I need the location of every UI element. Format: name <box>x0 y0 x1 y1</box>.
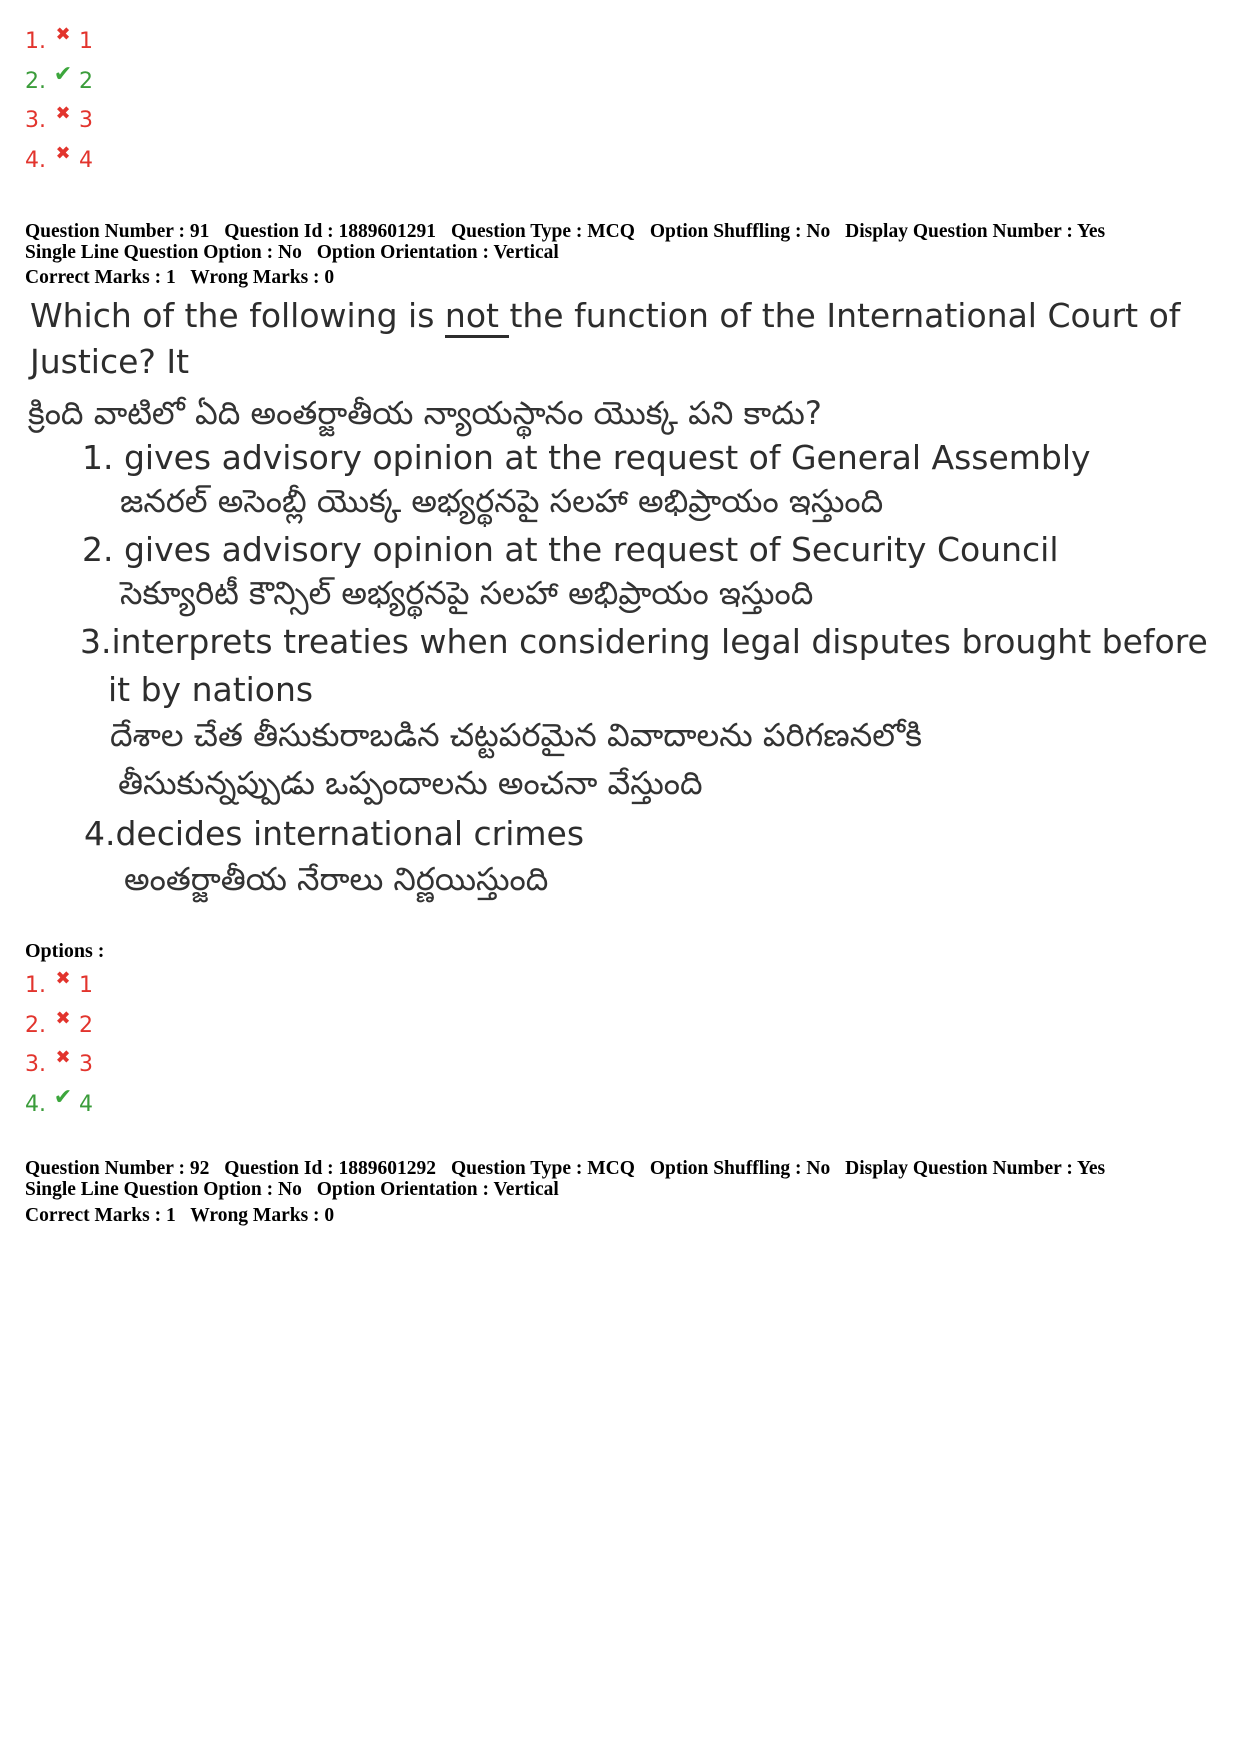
option-2 <box>25 1006 93 1046</box>
question-id: Question Id : 1889601291 <box>224 221 437 242</box>
option-number: 1. <box>25 973 46 999</box>
choice-2-en: 2. gives advisory opinion at the request of Security Council <box>82 530 1059 569</box>
question-text-en <box>30 296 1180 335</box>
check-icon: ✔ <box>53 61 73 87</box>
choice-3-te: దేశాల చేత తీసుకురాబడిన చట్టపరమైన వివాదాలను పరిగణనలోకి <box>110 716 922 754</box>
option-value: 4 <box>79 147 93 173</box>
option-value: 3 <box>79 1052 93 1078</box>
question-text-part: Which of the following is <box>30 296 445 335</box>
option-4 <box>25 1085 93 1125</box>
choice-3-en-cont: it by nations <box>108 670 314 709</box>
option-3 <box>25 101 93 141</box>
option-4 <box>25 141 93 181</box>
option-number: 4. <box>25 1091 46 1117</box>
choice-3-te-cont: తీసుకున్నప్పుడు ఒప్పందాలను అంచనా వేస్తుంది <box>118 764 703 802</box>
question-92-meta <box>25 1158 1115 1200</box>
question-92-marks <box>25 1205 344 1227</box>
option-value: 1 <box>79 973 93 999</box>
option-1 <box>25 966 93 1006</box>
option-2 <box>25 62 93 102</box>
question-text-part: the function of the International Court of <box>509 296 1181 335</box>
option-value: 1 <box>79 29 93 55</box>
option-number: 3. <box>25 108 46 134</box>
option-1 <box>25 22 93 62</box>
choice-3-en: 3.interprets treaties when considering legal disputes brought before <box>80 622 1208 661</box>
correct-marks: Correct Marks : 1 <box>25 267 176 288</box>
options-label: Options : <box>25 940 105 962</box>
question-91-options <box>25 966 93 1124</box>
wrong-marks: Wrong Marks : 0 <box>190 1205 335 1226</box>
display-question-number: Display Question Number : Yes <box>845 1158 1106 1179</box>
meta-line-1 <box>25 1158 1115 1179</box>
question-type: Question Type : MCQ <box>450 221 635 242</box>
option-value: 4 <box>79 1091 93 1117</box>
option-number: 2. <box>25 68 46 94</box>
cross-icon: ✖ <box>55 1007 71 1029</box>
cross-icon: ✖ <box>55 1047 71 1069</box>
cross-icon: ✖ <box>55 24 71 46</box>
option-3 <box>25 1045 93 1085</box>
display-question-number: Display Question Number : Yes <box>845 221 1106 242</box>
wrong-marks: Wrong Marks : 0 <box>190 267 335 288</box>
option-value: 2 <box>79 1012 93 1038</box>
correct-marks: Correct Marks : 1 <box>25 1205 176 1226</box>
single-line-option: Single Line Question Option : No <box>25 1179 302 1200</box>
cross-icon: ✖ <box>55 142 71 164</box>
cross-icon: ✖ <box>55 103 71 125</box>
option-number: 3. <box>25 1052 46 1078</box>
cross-icon: ✖ <box>55 968 71 990</box>
choice-2-te: సెక్యూరిటీ కౌన్సిల్ అభ్యర్థనపై సలహా అభిప్రాయం ఇస్తుంది <box>120 574 814 612</box>
question-91-body <box>22 286 1212 926</box>
question-type: Question Type : MCQ <box>450 1158 635 1179</box>
option-number: 1. <box>25 29 46 55</box>
option-orientation: Option Orientation : Vertical <box>316 1179 559 1200</box>
meta-line-1 <box>25 221 1115 242</box>
option-value: 2 <box>79 68 93 94</box>
option-value: 3 <box>79 108 93 134</box>
option-number: 4. <box>25 147 46 173</box>
option-number: 2. <box>25 1012 46 1038</box>
choice-4-te: అంతర్జాతీయ నేరాలు నిర్ణయిస్తుంది <box>124 860 549 898</box>
option-shuffling: Option Shuffling : No <box>649 221 831 242</box>
choice-4-en: 4.decides international crimes <box>84 814 585 853</box>
meta-line-2 <box>25 242 1115 263</box>
previous-options-list <box>25 22 93 180</box>
question-text-te: క్రింది వాటిలో ఏది అంతర్జాతీయ న్యాయస్థానం యొక్క పని కాదు? <box>28 394 822 432</box>
choice-1-en: 1. gives advisory opinion at the request of General Assembly <box>82 438 1091 477</box>
choice-1-te: జనరల్ అసెంబ్లీ యొక్క అభ్యర్థనపై సలహా అభిప్రాయం ఇస్తుంది <box>120 482 884 520</box>
question-text-en-cont: Justice? It <box>30 342 190 381</box>
single-line-option: Single Line Question Option : No <box>25 242 302 263</box>
question-id: Question Id : 1889601292 <box>224 1158 437 1179</box>
question-91-meta <box>25 221 1115 263</box>
check-icon: ✔ <box>53 1084 73 1110</box>
question-text-not: not <box>445 296 510 338</box>
option-orientation: Option Orientation : Vertical <box>316 242 559 263</box>
option-shuffling: Option Shuffling : No <box>649 1158 831 1179</box>
question-number: Question Number : 91 <box>25 221 210 242</box>
meta-line-2 <box>25 1179 1115 1200</box>
question-number: Question Number : 92 <box>25 1158 210 1179</box>
